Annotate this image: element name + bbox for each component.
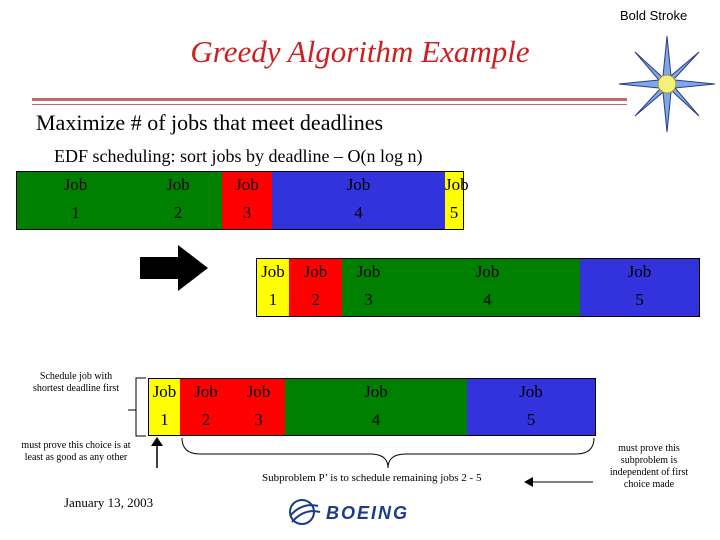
must-prove-right-note: must prove this subproblem is independent of first choice made [609,443,689,490]
job-label: Job [246,382,271,401]
job-label: Job [445,175,469,194]
job-label: Job [519,382,543,401]
job-label: Job [194,382,218,401]
job-cell [467,379,595,435]
job-number: 2 [201,410,211,429]
job-number: 1 [71,203,80,222]
boeing-logo-text: BOEING [326,503,410,523]
title-divider-thin [32,104,627,105]
job-label: Job [303,262,328,281]
brand-label: Bold Stroke [620,8,688,23]
job-row-sorted [256,258,700,317]
curly-brace [182,438,594,468]
job-label: Job [627,262,652,281]
job-cell [149,379,180,435]
schedule-note: Schedule job with shortest deadline first [32,371,120,394]
left-bracket [128,378,146,436]
job-cell [285,379,467,435]
job-cell [180,379,232,435]
job-number: 4 [371,410,381,429]
job-number: 1 [160,410,169,429]
job-label: Job [152,382,177,401]
slide-date: January 13, 2003 [64,495,154,510]
job-number: 5 [449,203,459,222]
left-arrow-head [524,477,533,487]
slide-subtitle: Maximize # of jobs that meet deadlines [36,110,384,135]
job-label: Job [63,175,88,194]
job-label: Job [346,175,371,194]
edf-text: EDF scheduling: sort jobs by deadline – O(n log n) [54,146,423,166]
job-label: Job [475,262,500,281]
job-row-scheduled [148,378,596,436]
job-cell [342,259,395,316]
job-row-original [16,171,469,230]
boeing-logo [284,494,434,530]
job-number: 3 [242,203,252,222]
job-number: 4 [354,203,363,222]
slide-title: Greedy Algorithm Example [190,34,530,69]
job-number: 4 [483,290,492,309]
up-arrow-head [151,437,163,446]
job-cell [272,172,445,229]
job-label: Job [235,175,259,194]
job-number: 1 [268,290,278,309]
title-divider [32,98,627,101]
job-cell [289,259,342,316]
job-number: 3 [364,290,373,309]
job-label: Job [356,262,381,281]
job-label: Job [364,382,388,401]
job-label: Job [261,262,285,281]
job-number: 5 [526,410,536,429]
job-cell [445,172,469,229]
job-label: Job [166,175,190,194]
job-number: 5 [635,290,644,309]
right-arrow-icon [140,245,208,291]
job-cell [257,259,289,316]
job-cell [222,172,272,229]
job-number: 2 [173,203,183,222]
job-cell [580,259,699,316]
job-number: 3 [254,410,263,429]
job-cell [232,379,285,435]
job-number: 2 [311,290,320,309]
job-cell [134,172,222,229]
job-cell [395,259,580,316]
job-cell [17,172,134,229]
must-prove-left-note: must prove this choice is at least as good as any other [21,440,131,463]
subproblem-note: Subproblem P’ is to schedule remaining jobs 2 - 5 [262,472,482,484]
